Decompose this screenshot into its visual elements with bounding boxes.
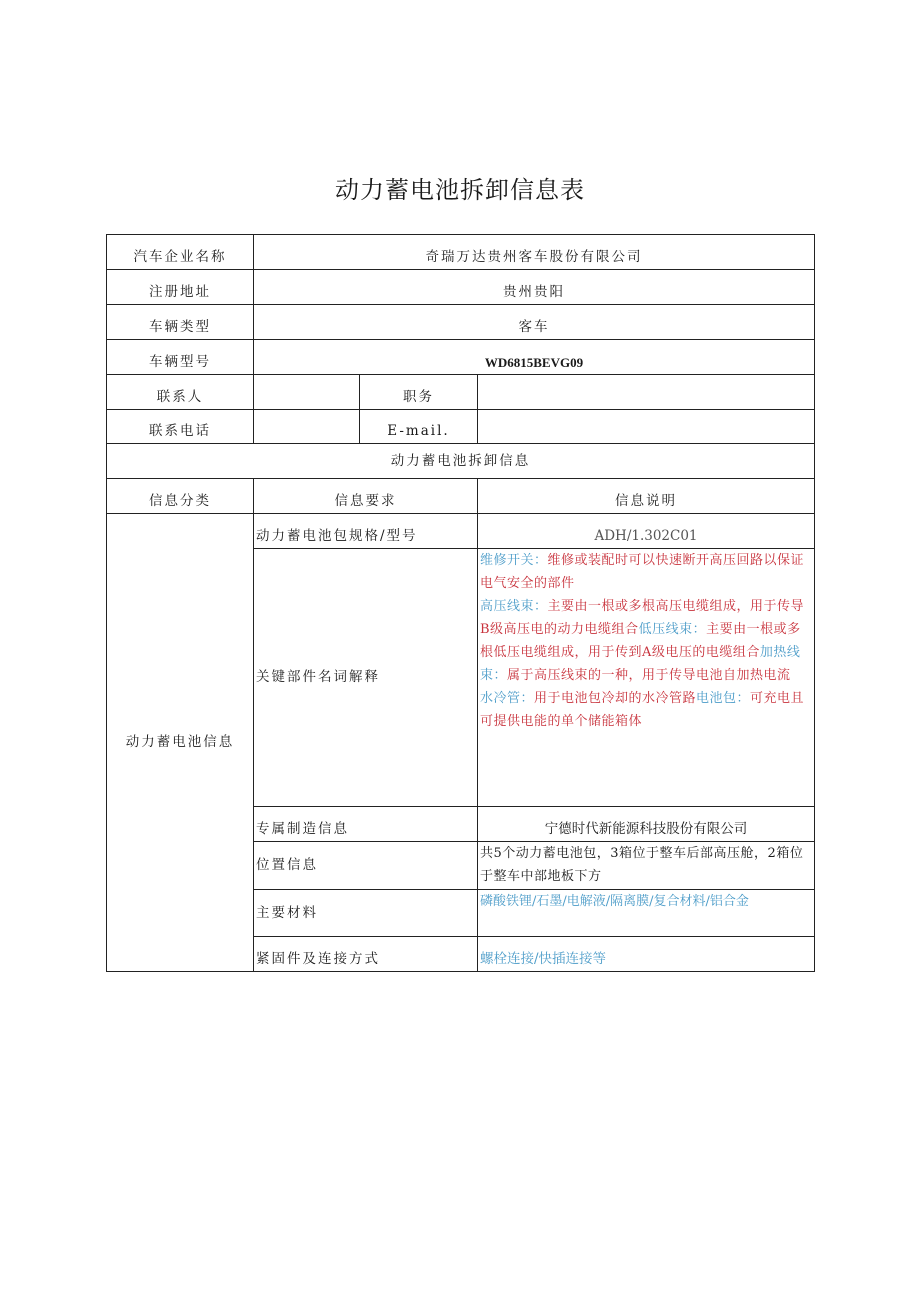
header-category: 信息分类 (107, 479, 254, 514)
fasteners-label: 紧固件及连接方式 (254, 937, 478, 972)
term-text: 维修或装配时可以快速断开高压回路以保证电气安全的部件 (480, 553, 805, 591)
term-text: 用于电池包冷却的水冷管路 (534, 691, 697, 706)
company-label: 汽车企业名称 (107, 235, 254, 270)
manufacturer-label: 专属制造信息 (254, 807, 478, 842)
table-row (107, 514, 815, 549)
table-row (107, 375, 815, 410)
manufacturer-value: 宁德时代新能源科技股份有限公司 (478, 807, 815, 842)
location-label: 位置信息 (254, 842, 478, 890)
term-text: 主要由一根或多根高压电缆组成，用于传导B级高压电的动力电缆组合 (480, 599, 805, 637)
position-label: 职务 (360, 375, 478, 410)
table-row (107, 235, 815, 270)
term-text: 主要由一根或多根低压电缆组成，用于传到A级电压的电缆组合 (480, 622, 801, 660)
table-row (107, 305, 815, 340)
email-label: E-mail. (360, 410, 478, 444)
email-value (478, 410, 815, 444)
table-row (107, 270, 815, 305)
contact-value (254, 375, 360, 410)
terms-label: 关键部件名词解释 (254, 549, 478, 807)
vehicle-type-value: 客车 (254, 305, 815, 340)
fasteners-value: 螺栓连接/快插连接等 (478, 937, 815, 972)
vehicle-type-label: 车辆类型 (107, 305, 254, 340)
term-name: 低压线束： (638, 622, 707, 637)
spec-label: 动力蓄电池包规格/型号 (254, 514, 478, 549)
vehicle-model-label: 车辆型号 (107, 340, 254, 375)
company-value: 奇瑞万达贵州客车股份有限公司 (254, 235, 815, 270)
term-name: 高压线束： (480, 599, 548, 614)
term-text: 可充电且可提供电能的单个储能箱体 (480, 691, 805, 729)
address-label: 注册地址 (107, 270, 254, 305)
term-name: 维修开关： (480, 553, 548, 568)
table-row (107, 444, 815, 479)
battery-info-table (106, 234, 815, 972)
term-name: 水冷管： (480, 691, 535, 706)
materials-label: 主要材料 (254, 890, 478, 937)
table-header-row (107, 479, 815, 514)
vehicle-model-value: WD6815BEVG09 (254, 340, 815, 375)
spec-value: ADH/1.302C01 (478, 514, 815, 549)
materials-value: 磷酸铁锂/石墨/电解液/隔离膜/复合材料/铝合金 (478, 890, 815, 937)
phone-label: 联系电话 (107, 410, 254, 444)
header-requirement: 信息要求 (254, 479, 478, 514)
table-row (107, 410, 815, 444)
battery-category: 动力蓄电池信息 (107, 514, 254, 972)
header-description: 信息说明 (478, 479, 815, 514)
address-value: 贵州贵阳 (254, 270, 815, 305)
page-title: 动力蓄电池拆卸信息表 (335, 176, 585, 204)
term-name: 加热线束： (480, 645, 801, 683)
contact-label: 联系人 (107, 375, 254, 410)
position-value (478, 375, 815, 410)
phone-value (254, 410, 360, 444)
terms-description (478, 549, 815, 807)
term-text: 属于高压线束的一种，用于传导电池自加热电流 (507, 668, 791, 683)
table-row (107, 340, 815, 375)
location-value: 共5个动力蓄电池包，3箱位于整车后部高压舱，2箱位于整车中部地板下方 (478, 842, 815, 890)
term-name: 电池包： (696, 691, 751, 706)
section-title: 动力蓄电池拆卸信息 (107, 444, 815, 479)
